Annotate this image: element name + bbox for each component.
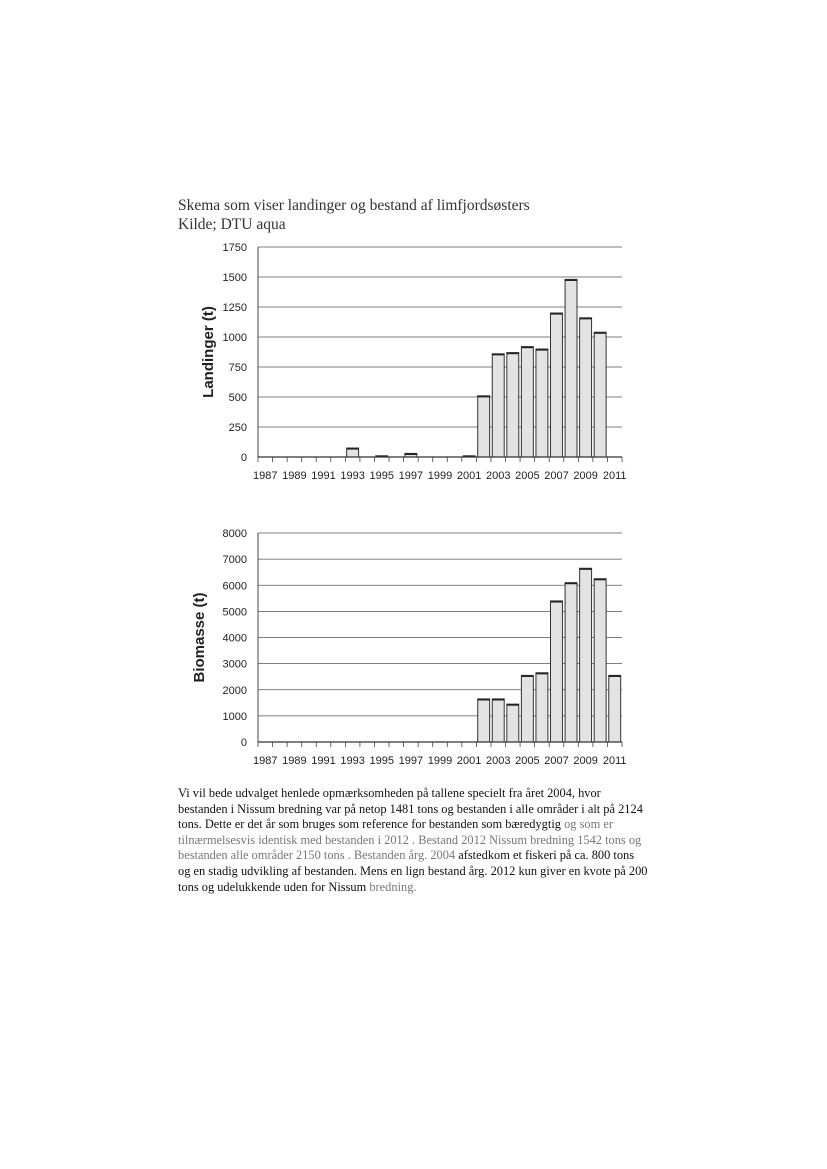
x-tick-label: 1989 [282,470,307,482]
x-tick-label: 1999 [427,470,453,482]
bar-2011 [609,675,621,742]
y-tick-label: 1000 [222,710,247,723]
bar-2007 [551,601,563,742]
x-tick-label: 1997 [398,470,424,482]
bar-2004 [507,704,519,742]
x-tick-label: 2009 [573,755,598,767]
x-tick-label: 1995 [369,755,395,767]
y-tick-label: 5000 [222,606,247,619]
x-tick-label: 1987 [253,755,278,767]
paragraph-part-3: afstedkom et fiskeri på ca. 800 tons og en stadig udvikling af bestanden. Mens en lign bestand årg. 2012 kun giver en kvote på 200 tons og udelukkende uden for Nissum [178,848,648,894]
x-tick-label: 2001 [456,755,482,767]
x-tick-label: 1989 [282,755,307,767]
x-tick-label: 1997 [398,755,424,767]
x-tick-label: 2001 [456,470,482,482]
y-tick-label: 250 [228,422,247,434]
y-tick-label: 0 [240,737,247,749]
bar-2003 [492,699,504,742]
x-tick-label: 1993 [340,755,365,767]
x-tick-label: 1991 [311,755,336,767]
bar-2010 [594,579,606,742]
paragraph-part-4: bredning. [369,879,417,894]
x-tick-label: 2003 [485,470,511,482]
x-tick-label: 1993 [340,470,365,482]
y-tick-label: 3000 [222,658,247,671]
y-tick-label: 6000 [222,580,247,593]
bar-2005 [521,675,533,742]
x-tick-label: 2003 [485,755,511,767]
y-tick-label: 1250 [222,302,247,314]
x-tick-label: 1991 [311,470,336,482]
y-axis-title: Biomasse (t) [191,592,208,683]
bar-2006 [536,673,548,742]
y-tick-label: 1750 [222,242,247,254]
x-tick-label: 2011 [602,470,627,482]
x-tick-label: 2005 [515,470,540,482]
bar-2008 [565,583,577,742]
paragraph-part-2: og som er tilnærmelsesvis identisk med bestanden i 2012 . Bestand 2012 Nissum bredning 1542 tons og bestanden alle områder 2150 tons . Bestanden årg. 2004 [178,817,642,863]
chart-source: Kilde; DTU aqua [178,216,286,233]
bar-2002 [478,699,490,742]
y-tick-label: 1500 [222,272,247,284]
x-tick-label: 2011 [602,755,627,767]
y-tick-label: 2000 [222,684,247,697]
x-tick-label: 2005 [515,755,540,767]
y-tick-label: 500 [228,392,247,404]
x-tick-label: 2009 [573,470,598,482]
body-paragraph [178,786,648,895]
y-tick-label: 7000 [222,554,247,567]
y-tick-label: 750 [228,362,247,374]
bar-2009 [580,568,592,742]
y-tick-label: 0 [240,452,247,464]
x-tick-label: 2007 [544,755,569,767]
x-tick-label: 1987 [253,470,278,482]
paragraph-part-1: Vi vil bede udvalget henlede opmærksomheden på tallene specielt fra året 2004, hvor bestanden i Nissum bredning var på netop 1481 tons og bestanden i alle områder i alt på 2124 tons. Dette er det år som bruges som reference for bestanden som bæredygtig [178,786,643,832]
y-tick-label: 4000 [222,632,247,645]
x-tick-label: 2007 [544,470,569,482]
y-tick-label: 1000 [222,332,247,344]
x-tick-label: 1999 [427,755,453,767]
chart-heading: Skema som viser landinger og bestand af limfjordsøsters [178,197,530,214]
y-tick-label: 8000 [222,528,247,540]
y-axis-title: Landinger (t) [200,306,217,398]
x-tick-label: 1995 [369,470,395,482]
